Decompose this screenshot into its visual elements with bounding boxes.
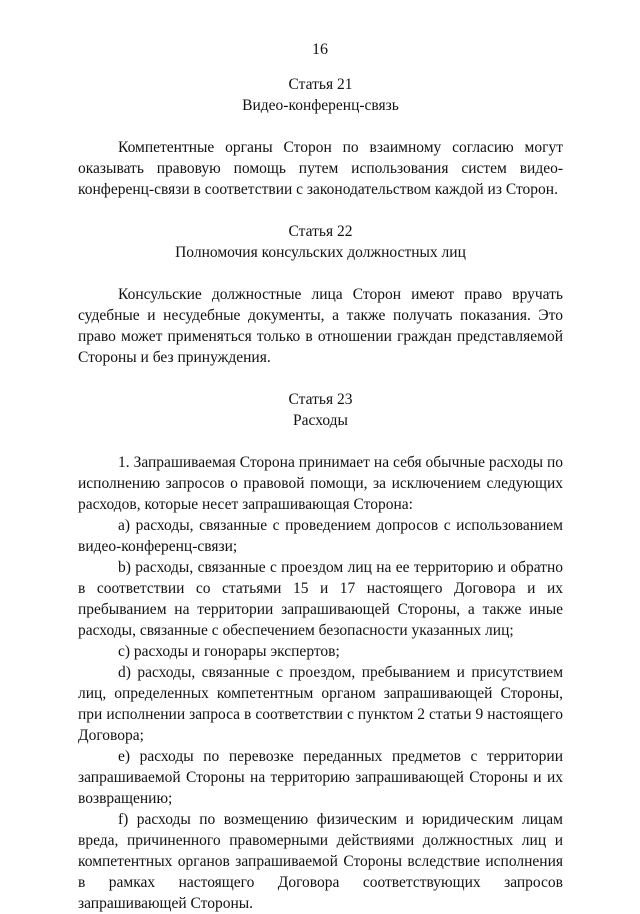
article-23-heading [78,389,563,431]
list-item: b) расходы, связанные с проездом лиц на ее территорию и обратно в соответствии со статьями 15 и 17 настоящего Договора и их пребыванием на территории запрашивающей Стороны, а также иные расходы, связанные с обеспечением безопасности указанных лиц; [78,559,563,639]
list-item: a) расходы, связанные с проведением допросов с использованием видео-конференц-связи; [78,517,563,555]
paragraph: 1. Запрашиваемая Сторона принимает на себя обычные расходы по исполнению запросов о правовой помощи, за исключением следующих расходов, которые несет запрашивающая Сторона: [78,454,563,513]
list-item: d) расходы, связанные с проездом, пребыванием и присутствием лиц, определенных компетентным органом запрашивающей Стороны, при исполнении запроса в соответствии с пунктом 2 статьи 9 настоящего Договора; [78,664,563,744]
article-22-heading [78,221,563,263]
article-title: Полномочия консульских должностных лиц [175,244,466,261]
document-body [78,74,563,914]
paragraph: Консульские должностные лица Сторон имеют право вручать судебные и несудебные документы, а также получать показания. Это право может применяться только в отношении граждан представляемой Стороны и без принуждения. [78,286,563,366]
article-label: Статья 23 [288,391,353,408]
article-label: Статья 21 [288,76,353,93]
article-21-heading [78,74,563,116]
article-title: Видео-конференц-связь [242,97,399,114]
list-item: e) расходы по перевозке переданных предметов с территории запрашиваемой Стороны на территорию запрашивающей Стороны и их возвращению; [78,748,563,807]
article-label: Статья 22 [288,223,353,240]
page-number: 16 [312,41,328,58]
article-title: Расходы [293,412,348,429]
list-item: f) расходы по возмещению физическим и юридическим лицам вреда, причиненного правомерными действиями должностных лиц и компетентных органов запрашиваемой Стороны вследствие исполнения в рамках настоящего Договора соответствующих запросов запрашивающей Стороны. [78,811,563,912]
list-item: c) расходы и гонорары экспертов; [118,643,340,660]
paragraph: Компетентные органы Сторон по взаимному согласию могут оказывать правовую помощь путем использования систем видео-конференц-связи в соответствии с законодательством каждой из Сторон. [78,139,563,198]
